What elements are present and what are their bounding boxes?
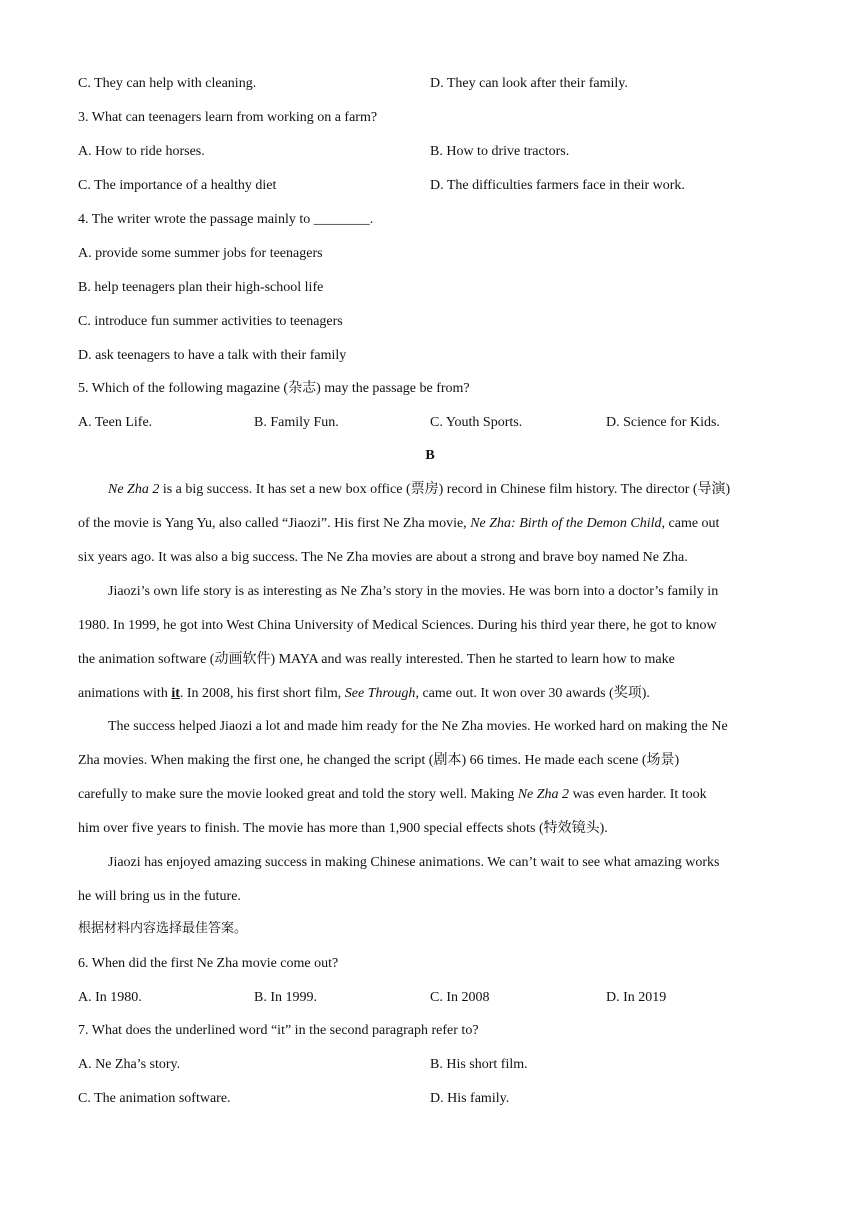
q4-option-c: C. introduce fun summer activities to teenagers [78, 314, 343, 329]
q5-options-row [78, 414, 798, 432]
q6-option-c: C. In 2008 [430, 990, 490, 1005]
short-film-title: See Through [344, 686, 416, 701]
p3-movie-title: Ne Zha 2 [517, 787, 570, 802]
p2-line-4-text-a: animations with [78, 686, 172, 701]
p2-line-2: 1980. In 1999, he got into West China University of Medical Sciences. During his third year there, he got to know [78, 618, 717, 633]
p3-line-4: him over five years to finish. The movie has more than 1,900 special effects shots (特效镜头). [78, 821, 608, 836]
p2-line-4-text-c: , came out. It won over 30 awards (奖项). [415, 686, 650, 701]
p3-line-1: The success helped Jiaozi a lot and made him ready for the Ne Zha movies. He worked hard on making the Ne [108, 719, 728, 734]
p3-line-3-text-b: was even harder. It took [569, 787, 707, 802]
q4-option-a: A. provide some summer jobs for teenagers [78, 246, 323, 261]
q2-option-d: D. They can look after their family. [430, 76, 628, 91]
p3-line-3 [78, 786, 798, 804]
q6-option-a: A. In 1980. [78, 990, 142, 1005]
q7-option-a: A. Ne Zha’s story. [78, 1057, 181, 1072]
p1-line-2-text-a: of the movie is Yang Yu, also called “Jiaozi”. His first Ne Zha movie, [78, 516, 471, 531]
q7-options-row-2 [78, 1090, 798, 1108]
section-b-title: B [425, 448, 435, 463]
q3-question: 3. What can teenagers learn from working on a farm? [78, 110, 378, 125]
p1-line-1 [108, 481, 798, 499]
q5-option-c: C. Youth Sports. [430, 415, 523, 430]
p1-line-3: six years ago. It was also a big success. The Ne Zha movies are about a strong and brave boy named Ne Zha. [78, 550, 688, 565]
q3-option-c: C. The importance of a healthy diet [78, 178, 277, 193]
p3-line-3-text-a: carefully to make sure the movie looked great and told the story well. Making [78, 787, 518, 802]
q7-option-d: D. His family. [430, 1091, 510, 1106]
underlined-word-it: it [171, 686, 180, 701]
q3-options-row-1 [78, 143, 798, 161]
q3-option-d: D. The difficulties farmers face in their work. [430, 178, 685, 193]
q7-options-row-1 [78, 1056, 798, 1074]
p1-line-1-text: is a big success. It has set a new box office (票房) record in Chinese film history. The director (导演) [159, 482, 731, 497]
p1-first-movie-title: Ne Zha: Birth of the Demon Child [470, 516, 662, 531]
q2-options-row [78, 75, 798, 93]
q6-option-b: B. In 1999. [254, 990, 317, 1005]
q7-option-c: C. The animation software. [78, 1091, 231, 1106]
p1-line-2-text-b: , came out [661, 516, 720, 531]
q5-option-d: D. Science for Kids. [606, 415, 720, 430]
q7-option-b: B. His short film. [430, 1057, 528, 1072]
p2-line-4-text-b: . In 2008, his first short film, [179, 686, 345, 701]
q7-question: 7. What does the underlined word “it” in the second paragraph refer to? [78, 1023, 479, 1038]
p4-line-2: he will bring us in the future. [78, 889, 241, 904]
q3-option-a: A. How to ride horses. [78, 144, 205, 159]
q3-option-b: B. How to drive tractors. [430, 144, 570, 159]
q4-question: 4. The writer wrote the passage mainly to ________. [78, 212, 374, 227]
p1-line-2 [78, 515, 798, 533]
p2-line-1: Jiaozi’s own life story is as interesting as Ne Zha’s story in the movies. He was born into a doctor’s family in [108, 584, 719, 599]
q3-options-row-2 [78, 177, 798, 195]
q5-question: 5. Which of the following magazine (杂志) may the passage be from? [78, 381, 470, 396]
q2-option-c: C. They can help with cleaning. [78, 76, 257, 91]
q4-option-b: B. help teenagers plan their high-school life [78, 280, 324, 295]
q5-option-b: B. Family Fun. [254, 415, 339, 430]
q4-option-d: D. ask teenagers to have a talk with their family [78, 348, 347, 363]
instruction-text: 根据材料内容选择最佳答案。 [78, 921, 248, 936]
q5-option-a: A. Teen Life. [78, 415, 153, 430]
p3-line-2: Zha movies. When making the first one, he changed the script (剧本) 66 times. He made each scene (场景) [78, 753, 680, 768]
p2-line-4 [78, 685, 798, 703]
p1-movie-title: Ne Zha 2 [108, 482, 160, 497]
p4-line-1: Jiaozi has enjoyed amazing success in making Chinese animations. We can’t wait to see what amazing works [108, 855, 720, 870]
q6-question: 6. When did the first Ne Zha movie come out? [78, 956, 339, 971]
p2-line-3: the animation software (动画软件) MAYA and was really interested. Then he started to learn how to make [78, 652, 675, 667]
q6-options-row [78, 989, 798, 1007]
q6-option-d: D. In 2019 [606, 990, 667, 1005]
